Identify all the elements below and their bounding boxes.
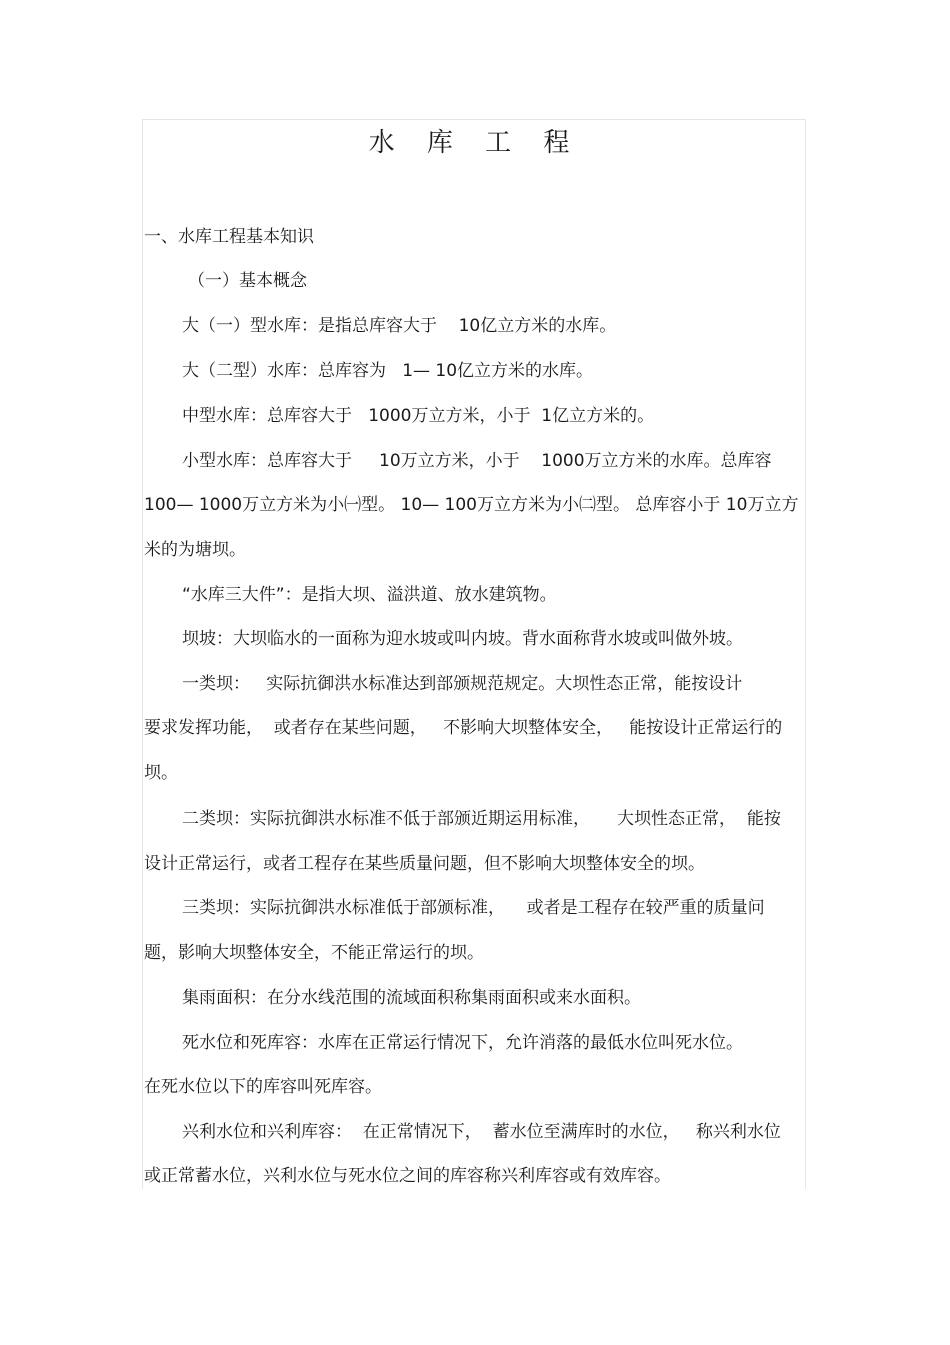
- paragraph-line: 小型水库：总库容大于 10万立方米，小于 1000万立方米的水库。总库容: [182, 451, 772, 471]
- paragraph-line: 坝坡：大坝临水的一面称为迎水坡或叫内坡。背水面称背水坡或叫做外坡。: [182, 629, 743, 649]
- paragraph-line: 中型水库：总库容大于 1000万立方米，小于 1亿立方米的。: [182, 406, 655, 426]
- section-heading: 一、水库工程基本知识: [144, 227, 314, 247]
- paragraph-line: 集雨面积：在分水线范围的流域面积称集雨面积或来水面积。: [182, 988, 641, 1008]
- paragraph-line: 死水位和死库容：水库在正常运行情况下，允许消落的最低水位叫死水位。: [182, 1033, 743, 1053]
- paragraph-line: 三类坝：实际抗御洪水标准低于部颁标准， 或者是工程存在较严重的质量问: [182, 898, 765, 918]
- paragraph-line: 大（一）型水库：是指总库容大于 10亿立方米的水库。: [182, 316, 617, 336]
- paragraph-line: 要求发挥功能， 或者存在某些问题， 不影响大坝整体安全， 能按设计正常运行的: [144, 718, 783, 738]
- paragraph-line: 或正常蓄水位，兴利水位与死水位之间的库容称兴利库容或有效库容。: [144, 1166, 671, 1186]
- paragraph-line: “水库三大件”：是指大坝、溢洪道、放水建筑物。: [182, 585, 557, 605]
- subsection-heading: （一）基本概念: [188, 271, 307, 291]
- paragraph-line: 坝。: [144, 763, 178, 783]
- paragraph-line: 兴利水位和兴利库容： 在正常情况下， 蓄水位至满库时的水位， 称兴利水位: [182, 1122, 781, 1142]
- paragraph-line: 大（二型）水库：总库容为 1— 10亿立方米的水库。: [182, 361, 594, 381]
- document-title: 水 库 工 程: [368, 128, 582, 158]
- paragraph-line: 设计正常运行，或者工程存在某些质量问题，但不影响大坝整体安全的坝。: [144, 854, 705, 874]
- paragraph-line: 米的为塘坝。: [144, 540, 246, 560]
- paragraph-line: 一类坝： 实际抗御洪水标准达到部颁规范规定。大坝性态正常，能按设计: [182, 674, 743, 694]
- paragraph-line: 100— 1000万立方米为小㈠型。 10— 100万立方米为小㈡型。 总库容小于 10万立方: [144, 495, 799, 515]
- paragraph-line: 在死水位以下的库容叫死库容。: [144, 1077, 382, 1097]
- paragraph-line: 题，影响大坝整体安全，不能正常运行的坝。: [144, 943, 484, 963]
- paragraph-line: 二类坝：实际抗御洪水标准不低于部颁近期运用标准， 大坝性态正常， 能按: [182, 809, 781, 829]
